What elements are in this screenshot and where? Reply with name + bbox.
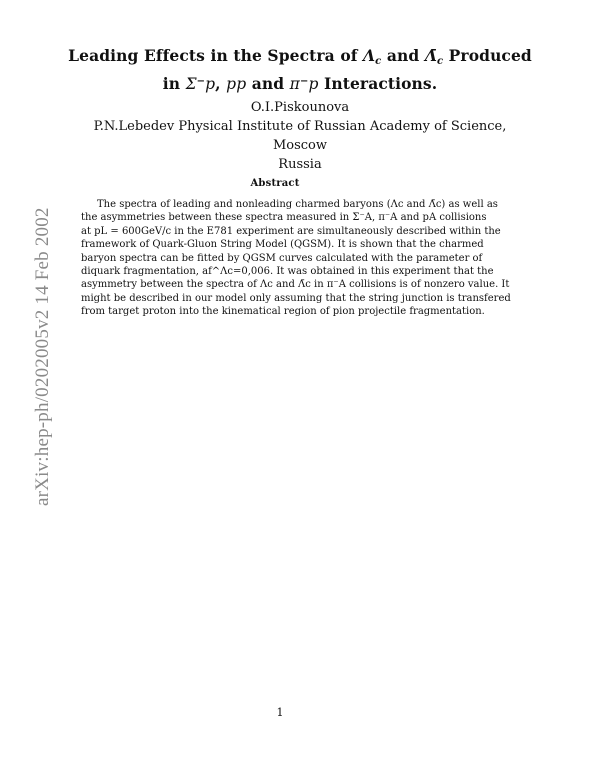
lambda-symbol: Λ (363, 46, 376, 65)
sigma-superscript: − (196, 76, 206, 87)
abstract-heading: Abstract (250, 178, 300, 189)
abstract-line: asymmetry between the spectra of Λc and Λ̄c in π⁻A collisions is of nonzero value. It (81, 279, 510, 291)
abstract-line: framework of Quark-Gluon String Model (QGSM). It is shown that the charmed (81, 239, 484, 251)
proton-symbol-2: p (308, 75, 319, 93)
title-and: and (381, 46, 425, 65)
title-line-1 (40, 46, 560, 72)
author-name: O.I.Piskounova (250, 100, 350, 115)
title-comma: , (215, 74, 227, 93)
pi-symbol: π (289, 75, 300, 93)
abstract-body (81, 198, 511, 319)
abstract-line: at pL = 600GeV/c in the E781 experiment are simultaneously described within the (81, 225, 501, 237)
title-text-3: in (162, 74, 186, 93)
author-affiliation: P.N.Lebedev Physical Institute of Russian Academy of Science, (93, 119, 507, 134)
lambda-bar-subscript: c (436, 56, 444, 67)
title-text-2: Produced (443, 46, 532, 65)
author-country: Russia (278, 157, 322, 172)
sigma-symbol: Σ (185, 75, 197, 93)
abstract-line: from target proton into the kinematical region of pion projectile fragmentation. (81, 306, 485, 318)
abstract-line: diquark fragmentation, af^Λc=0,006. It was obtained in this experiment that the (81, 266, 494, 278)
lambda-bar-symbol: Λ̄ (424, 46, 437, 65)
proton-symbol: p (205, 75, 216, 93)
author-city: Moscow (272, 138, 328, 153)
paper-title (40, 46, 560, 94)
arxiv-side-stamp: arXiv:hep-ph/0202005v2 14 Feb 2002 (32, 207, 53, 506)
lambda-subscript: c (375, 56, 382, 67)
abstract-line: The spectra of leading and nonleading charmed baryons (Λc and Λ̄c) as well as (97, 199, 498, 210)
pp-symbol: pp (226, 75, 247, 93)
page-number: 1 (276, 706, 284, 719)
abstract-line: might be described in our model only assuming that the string junction is transfered (81, 292, 511, 304)
title-text-1: Leading Effects in the Spectra of (68, 46, 364, 65)
title-line-2 (40, 72, 560, 94)
title-text-4: Interactions. (318, 74, 438, 93)
pi-superscript: − (299, 76, 309, 87)
abstract-line: baryon spectra can be fitted by QGSM curves calculated with the parameter of (81, 252, 483, 264)
author-block (60, 98, 540, 174)
title-and-2: and (246, 74, 290, 93)
abstract-line: the asymmetries between these spectra measured in Σ⁻A, π⁻A and pA collisions (81, 212, 487, 224)
